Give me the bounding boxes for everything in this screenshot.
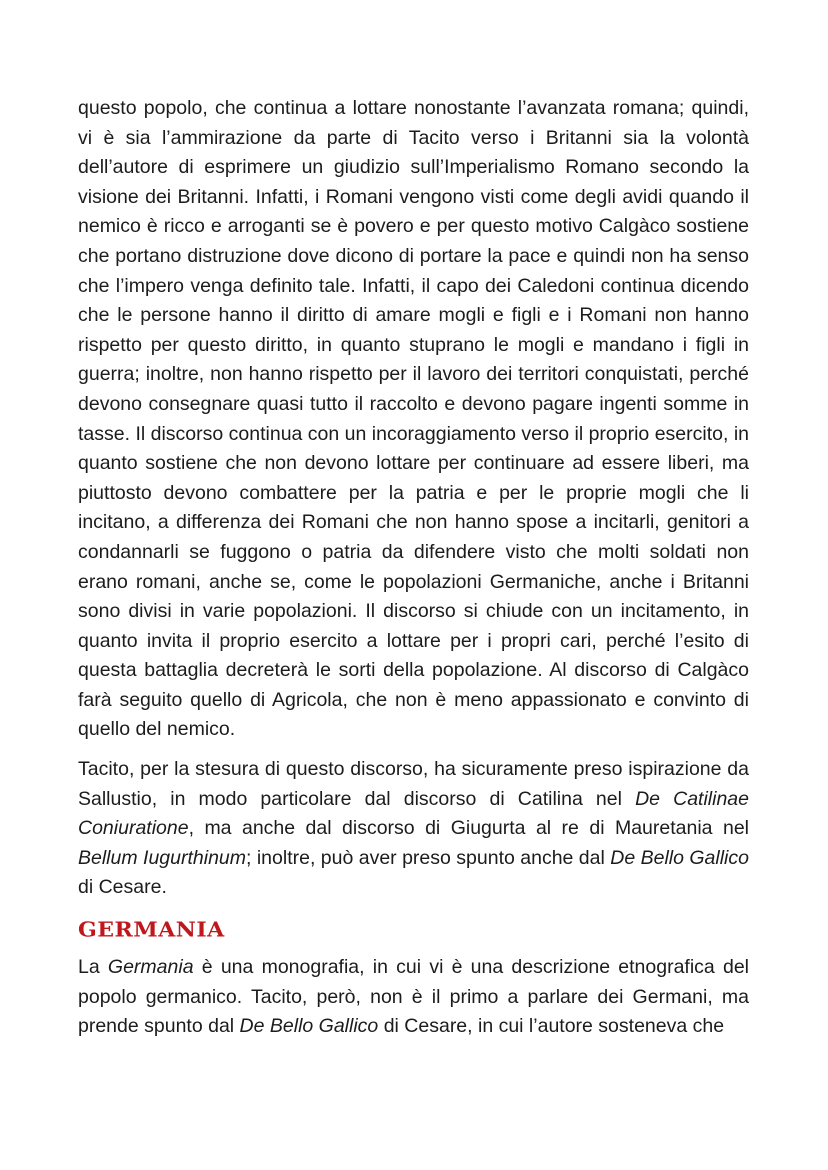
text-segment: è una monografia, in cui vi è una descrizione etnografica del popolo germanico. Tacito, però, non è il primo a parlare dei Germani, ma prende spunto dal	[78, 956, 750, 1038]
text-segment: ; inoltre, può aver preso spunto anche dal	[246, 846, 611, 869]
paragraph-sources	[78, 755, 749, 903]
italic-title-germania: Germania	[107, 956, 194, 979]
text-segment: La	[78, 956, 108, 979]
text-segment: di Cesare, in cui l’autore sosteneva che	[378, 1015, 725, 1038]
paragraph-calgaco-speech	[78, 94, 749, 745]
text-segment: di Cesare.	[78, 876, 167, 899]
italic-title-bellum-iugurthinum: Bellum Iugurthinum	[78, 846, 246, 869]
italic-title-de-bello-gallico: De Bello Gallico	[239, 1015, 379, 1038]
text-segment: Tacito, per la stesura di questo discorso, ha sicuramente preso ispirazione da Sallustio, in modo particolare dal discorso di Catilina nel	[78, 758, 749, 810]
section-heading-text: GERMANIA	[78, 918, 225, 942]
text-segment: questo popolo, che continua a lottare nonostante l’avanzata romana; quindi, vi è sia l’ammirazione da parte di Tacito verso i Britanni sia la volontà dell’autore di esprimere un giudizio sull’Imperialismo Romano secondo la visione dei Britanni. Infatti, i Romani vengono visti come degli avidi quando il nemico è ricco e arroganti se è povero e per questo motivo Calgàco sostiene che portano distruzione dove dicono di portare la pace e quindi non ha senso che l’impero venga definito tale. Infatti, il capo dei Caledoni continua dicendo che le persone hanno il diritto di amare mogli e figli e i Romani non hanno rispetto per questo diritto, in quanto stuprano le mogli e mandano i figli in guerra; inoltre, non hanno rispetto per il lavoro dei territori conquistati, perché devono consegnare quasi tutto il raccolto e devono pagare ingenti somme in tasse. Il discorso continua con un incoraggiamento verso il proprio esercito, in quanto sostiene che non devono lottare per continuare ad essere liberi, ma piuttosto devono combattere per la patria e per le proprie mogli che li incitano, a differenza dei Romani che non hanno spose a incitarli, genitori a condannarli se fuggono o patria da difendere visto che molti soldati non erano romani, anche se, come le popolazioni Germaniche, anche i Britanni sono divisi in varie popolazioni. Il discorso si chiude con un incitamento, in quanto invita il proprio esercito a lottare per i propri cari, perché l’esito di questa battaglia decreterà le sorti della popolazione. Al discorso di Calgàco farà seguito quello di Agricola, che non è meno appassionato e convinto di quello del nemico.	[78, 97, 749, 741]
section-heading-germania	[78, 915, 749, 945]
italic-title-de-bello-gallico: De Bello Gallico	[610, 846, 749, 869]
document-page	[78, 94, 749, 1042]
paragraph-germania-intro	[78, 953, 749, 1042]
text-segment: , ma anche dal discorso di Giugurta al re di Mauretania nel	[188, 817, 749, 840]
italic-title-de-catilinae: De Catilinae Coniuratione	[78, 787, 749, 840]
